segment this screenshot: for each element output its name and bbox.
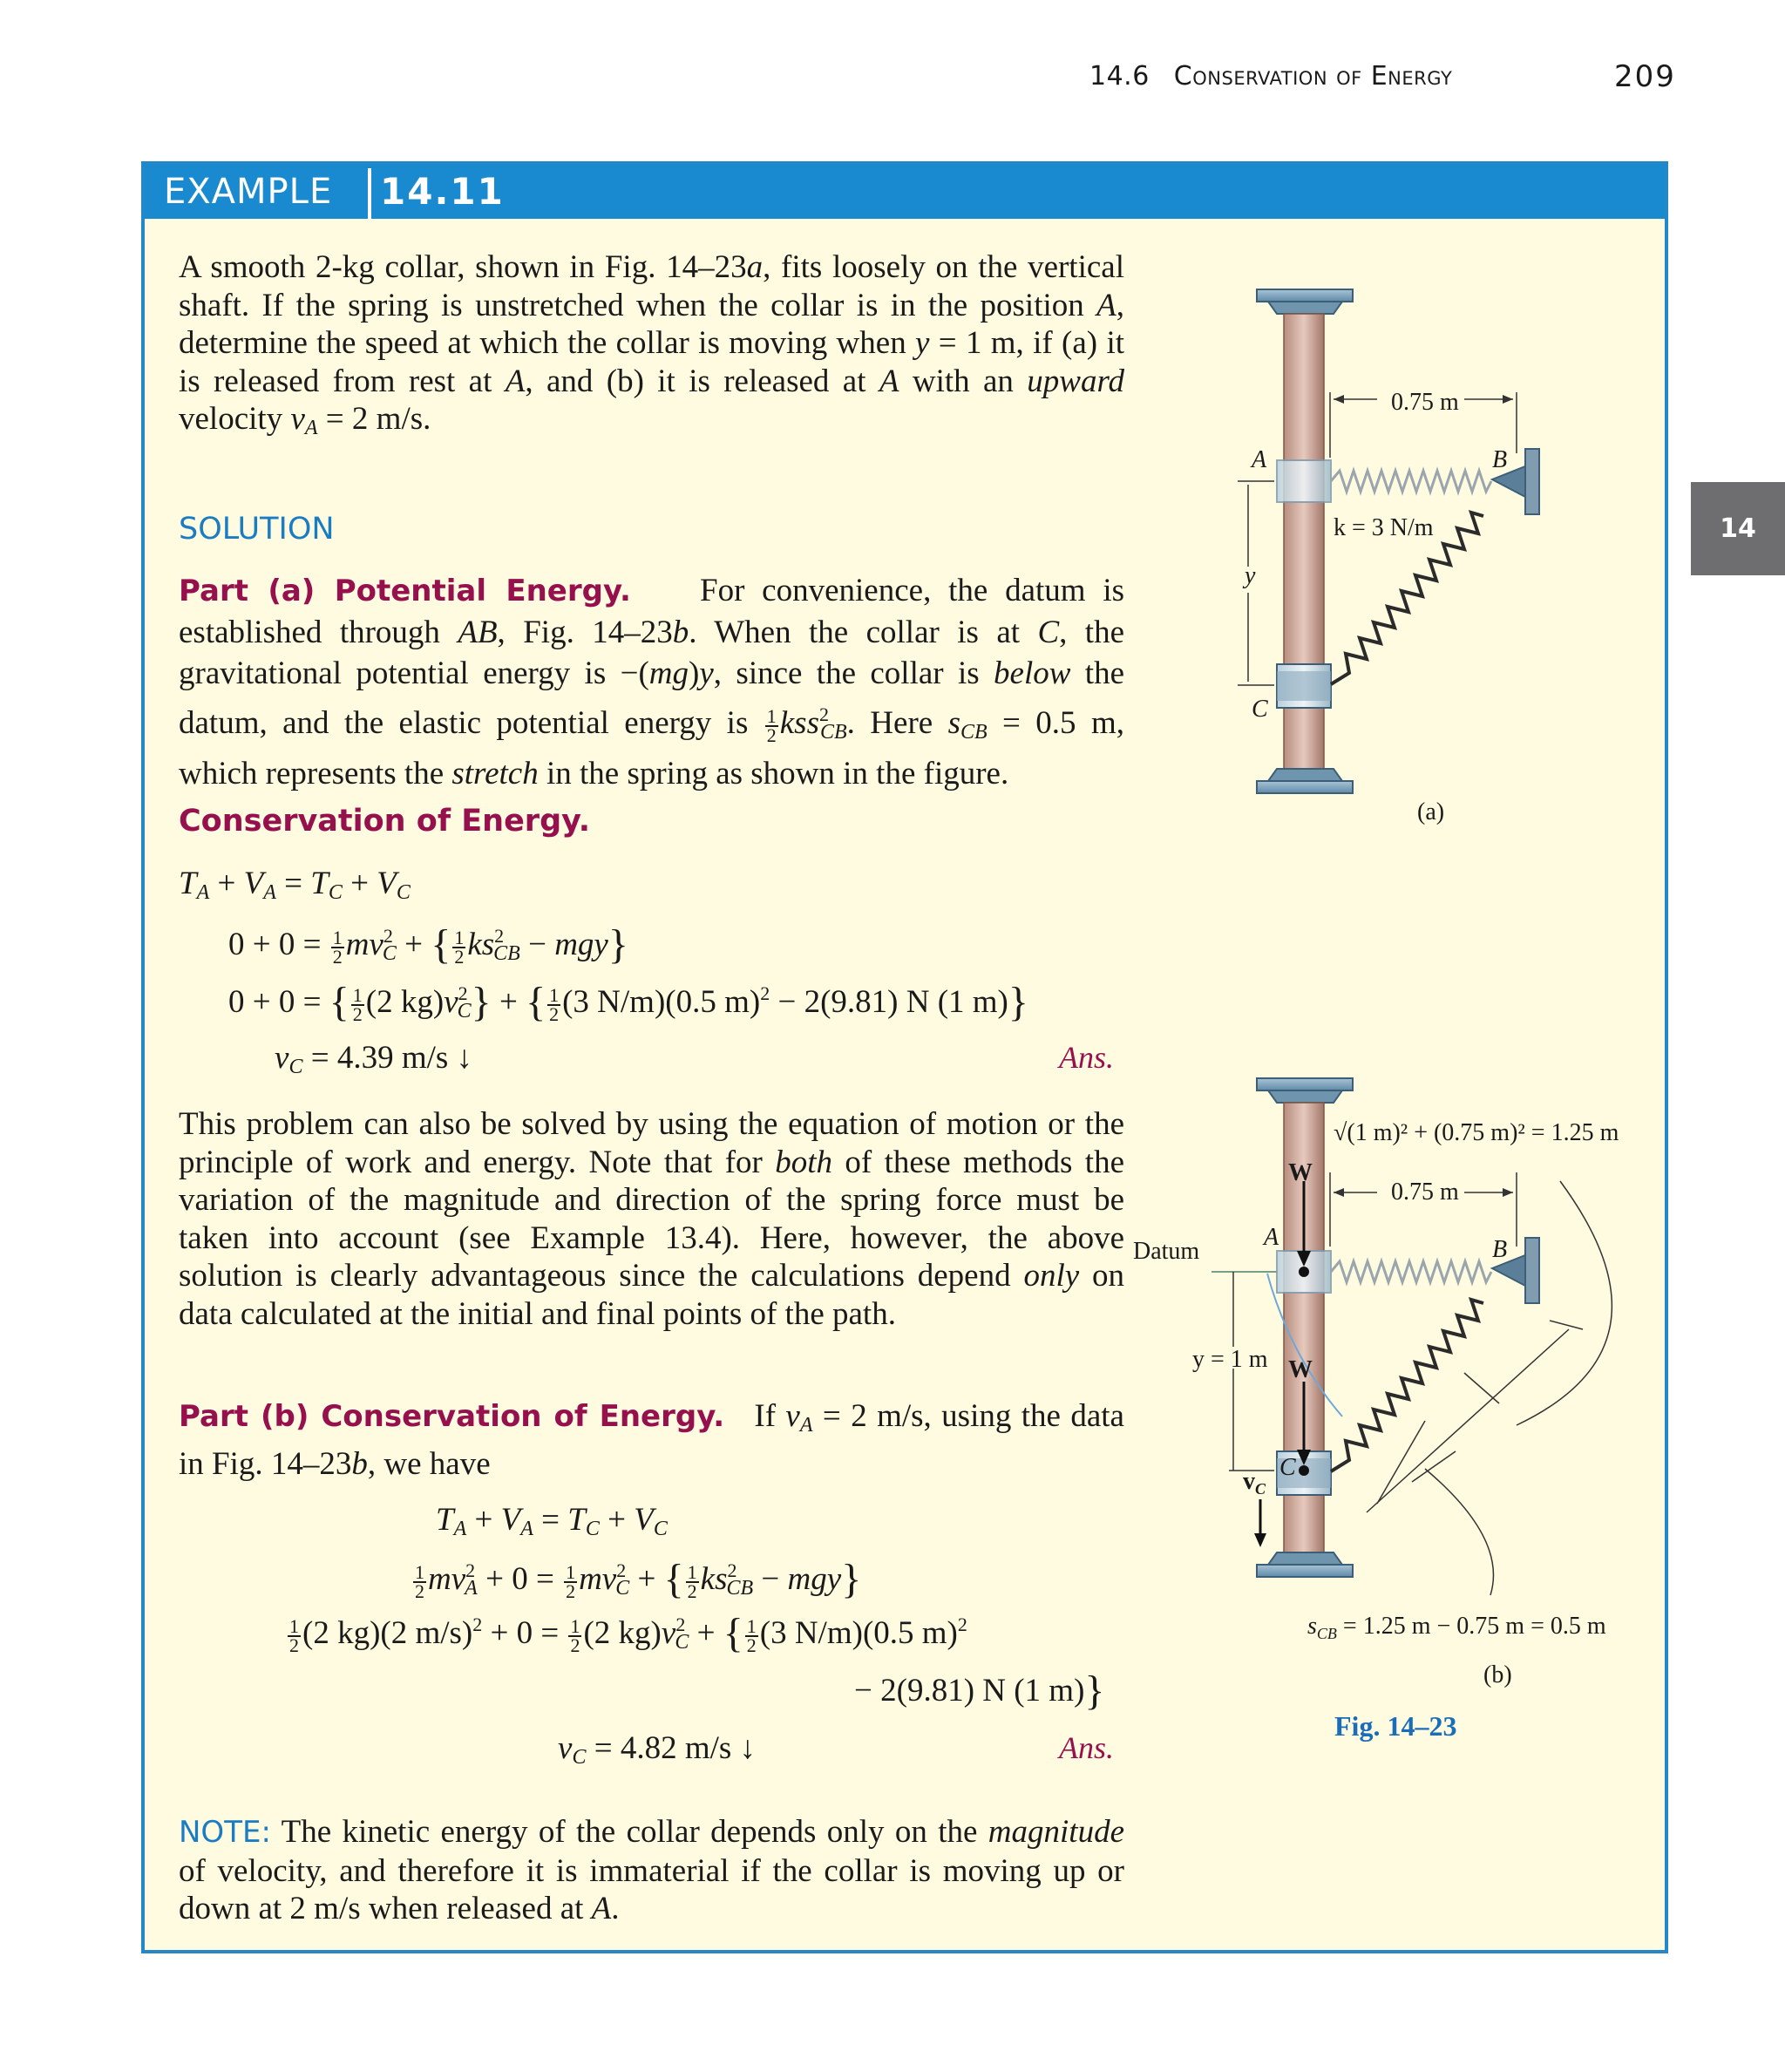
fig-b-caption: (b) bbox=[1483, 1661, 1512, 1688]
example-word: EXAMPLE bbox=[164, 172, 333, 212]
eq-b-line2: $\frac{1}{2}$ $mv^2_A + 0$ = $\frac{1}{2}$ $mv^2_C$ + { $\frac{1}{2}$ $ks^2_{CB} - mgy$} bbox=[415, 1556, 862, 1602]
wall-bracket bbox=[1525, 449, 1539, 514]
section-title: Conservation of Energy bbox=[1173, 61, 1453, 92]
running-head bbox=[1089, 61, 1452, 92]
discussion-paragraph: This problem can also be solved by using the equation of motion or the principle of work and energy. Note that for both of these methods the variation of the magnitude and direction of the spring force must be taken into account (see Example 13.4). Here, however, the above solution is clearly advantageous since the calculations depend only on data calculated at the initial and final points of the path. bbox=[179, 1106, 1124, 1332]
eq-b-line4: − 2(9.81) N (1 m)} bbox=[854, 1668, 1105, 1714]
ans-a: Ans. bbox=[1059, 1040, 1114, 1075]
eq-b-line1: $T_A + V_A = T_C + V_C$ bbox=[436, 1502, 668, 1540]
eq-a-line2: 0 + 0 = $\frac{1}{2}$ $mv^2_C$ + { $\frac{1}{2}$ $ks^2_{CB} - mgy$} bbox=[228, 921, 628, 968]
fig-a-label-y: y bbox=[1245, 562, 1256, 589]
shaft bbox=[1284, 314, 1324, 785]
fig-b-y: y = 1 m bbox=[1192, 1346, 1268, 1373]
eq-a-line3: 0 + 0 = { $\frac{1}{2}$ (2 $kg)v^2_C$} + { $\frac{1}{2}$ (3 N/m)(0.5 m)$^2$ − 2(9.81) N (1 m)} bbox=[228, 979, 1028, 1025]
figure-a bbox=[1124, 270, 1682, 837]
fig-b-dim: 0.75 m bbox=[1391, 1179, 1459, 1206]
part-a-heading: Part (a) Potential Energy. bbox=[179, 574, 631, 608]
fig-b-W2: W bbox=[1288, 1356, 1313, 1383]
header-divider bbox=[368, 168, 371, 219]
fig-a-label-C: C bbox=[1252, 696, 1268, 723]
fig-b-datum: Datum bbox=[1133, 1238, 1200, 1265]
example-number: 14.11 bbox=[380, 170, 505, 213]
part-b-paragraph: Part (b) Conservation of Energy. If $v_A = 2$ m/s, using the data in Fig. 14–23b, we have bbox=[179, 1398, 1124, 1482]
eq-b-line3: $\frac{1}{2}$ (2 kg)(2 m/s)$^2$ + 0 = $\frac{1}{2}$ (2 $kg)v^2_C$ + { $\frac{1}{2}$ (3 N/m)(0.5 m)$^2$ bbox=[289, 1610, 967, 1656]
spring-unstretched bbox=[1331, 471, 1491, 492]
fig-a-label-A: A bbox=[1252, 446, 1267, 473]
figure-caption: Fig. 14–23 bbox=[1334, 1710, 1457, 1742]
ans-b: Ans. bbox=[1059, 1730, 1114, 1765]
note-paragraph: NOTE: The kinetic energy of the collar depends only on the magnitude of velocity, and therefore it is immaterial if the collar is moving up or down at 2 m/s when released at A. bbox=[179, 1814, 1124, 1926]
part-b-heading: Part (b) Conservation of Energy. bbox=[179, 1399, 725, 1434]
fig-a-label-B: B bbox=[1492, 446, 1508, 473]
fig-b-label-B: B bbox=[1492, 1236, 1508, 1263]
solution-heading: SOLUTION bbox=[179, 512, 335, 547]
eq-a-line1: $T_A + V_A = T_C + V_C$ bbox=[179, 866, 411, 904]
part-a-paragraph: Part (a) Potential Energy. For convenience, the datum is established through AB, Fig. 14–23b. When the collar is at C, the gravitational potential energy is −(mg)y, since the collar is below the datum, and the elastic potential energy is $\frac{1}{2}$ kss$^2_{CB}$. Here $s_{CB} = 0.5$ m, which represents the stretch in the spring as shown in the figure. bbox=[179, 573, 1125, 791]
figure-b bbox=[1124, 1068, 1682, 1608]
fig-b-scb: $s_{CB} = 1.25$ m − 0.75 m = 0.5 m bbox=[1307, 1613, 1606, 1642]
collar-a-position bbox=[1277, 460, 1331, 502]
chapter-tab[interactable]: 14 bbox=[1691, 482, 1785, 575]
note-label: NOTE: bbox=[179, 1815, 271, 1850]
fig-b-hypotenuse: √(1 m)² + (0.75 m)² = 1.25 m bbox=[1334, 1119, 1619, 1146]
fig-b-label-C: C bbox=[1279, 1454, 1296, 1481]
conservation-heading: Conservation of Energy. bbox=[179, 804, 591, 839]
fig-a-caption: (a) bbox=[1417, 798, 1445, 825]
fig-b-label-A: A bbox=[1264, 1224, 1279, 1251]
fig-b-vC: $v_C$ bbox=[1243, 1468, 1266, 1498]
top-cap bbox=[1257, 289, 1353, 302]
eq-a-result: $v_C = 4.39$ m/s ↓ bbox=[275, 1040, 473, 1078]
section-number: 14.6 bbox=[1089, 61, 1150, 92]
page-number: 209 bbox=[1614, 59, 1676, 94]
fig-a-spring-k: k = 3 N/m bbox=[1334, 514, 1434, 541]
eq-b-result: $v_C = 4.82$ m/s ↓ bbox=[558, 1730, 757, 1769]
problem-statement: A smooth 2-kg collar, shown in Fig. 14–23a, fits loosely on the vertical shaft. If the spring is unstretched when the collar is in the position A, determine the speed at which the collar is moving when y = 1 m, if (a) it is released from rest at A, and (b) it is released at A with an upward velocity $v_A = 2$ m/s. bbox=[179, 249, 1125, 439]
example-header bbox=[145, 165, 1665, 219]
fig-a-dim: 0.75 m bbox=[1391, 389, 1459, 416]
fig-b-W1: W bbox=[1288, 1159, 1313, 1186]
bottom-cap bbox=[1257, 781, 1353, 793]
